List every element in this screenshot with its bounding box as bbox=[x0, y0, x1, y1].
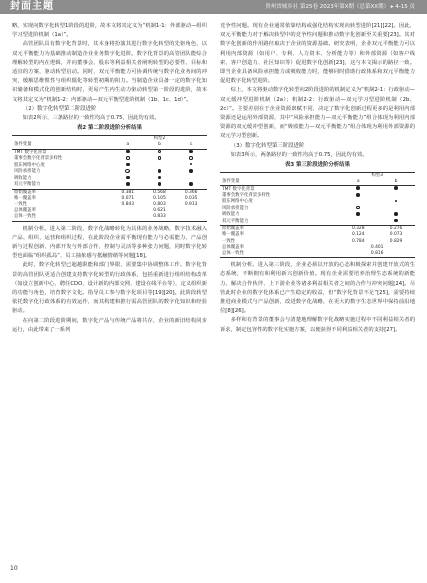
stat-label: 一致性 bbox=[14, 202, 28, 208]
core-present-icon bbox=[189, 182, 193, 186]
peripheral-present-icon bbox=[190, 163, 192, 165]
core-present-icon bbox=[126, 182, 130, 186]
stat-value: 0.803 bbox=[153, 202, 166, 208]
stat-value: 0.401 bbox=[370, 244, 384, 250]
table-col-header: b bbox=[377, 179, 415, 186]
core-absent-icon bbox=[189, 156, 193, 160]
table-cell bbox=[377, 186, 415, 193]
stat-label: 总体一致性 bbox=[12, 214, 112, 221]
condition-label: 董事会数字化背景多样性 bbox=[222, 193, 271, 199]
table-stage3 bbox=[220, 172, 415, 258]
paragraph: 机制分析。进入第二阶段，数字化战略转化为具体的业务战略，数字技术融入产品、组织、运营和组织过程，在此阶段企业需平衡现有能力与必需能力、产品创新与过程创新、内部开发与外部合作，控制与灵活等多种张力问题，同时数字化转型也面临“组织孤岛”、员工抽象感与抵触情绪等问题[18]。 bbox=[12, 225, 207, 260]
core-present-icon bbox=[189, 169, 193, 173]
table-caption: 表3 第三阶段进阶分析结果 bbox=[285, 162, 350, 169]
table-caption: 表2 第二阶段进阶分析结果 bbox=[77, 125, 142, 132]
stat-value: 0.784 bbox=[351, 238, 365, 244]
paragraph: 多样和有背景的董事会与清楚地理解数字化战略实施过程中不同利益相关者的诉求，制定包容性的数字化实施方案，以便获得不同利益相关者的支持[27]。 bbox=[220, 317, 415, 333]
paragraph: 略，实现向数字化转型1阶段的进阶，故本文将其定义为“机制1-1：外部驱动—组织学习型进阶机制（1a）”。 bbox=[12, 23, 207, 39]
table-col-header: b bbox=[144, 142, 176, 149]
table-row bbox=[220, 219, 415, 226]
stat-value: 0.843 bbox=[121, 202, 135, 208]
table-cell bbox=[175, 149, 207, 156]
table-cell bbox=[339, 219, 377, 226]
page-number: 10 bbox=[10, 565, 18, 572]
stat-label: 原始覆盖率 bbox=[220, 226, 339, 233]
core-present-icon bbox=[394, 219, 398, 223]
table-row bbox=[220, 226, 415, 233]
condition-label: 董事会数字化背景多样性 bbox=[14, 156, 63, 162]
stat-label: 唯一覆盖率 bbox=[222, 232, 244, 238]
table-row bbox=[12, 189, 207, 196]
table-row bbox=[220, 186, 415, 193]
page-header bbox=[0, 0, 427, 14]
table-cell bbox=[175, 182, 207, 189]
stat-label: 总体覆盖率 bbox=[14, 208, 36, 214]
table-col-header: c bbox=[175, 142, 207, 149]
table-cell bbox=[377, 219, 415, 226]
core-present-icon bbox=[158, 169, 162, 173]
peripheral-present-icon bbox=[395, 200, 397, 202]
core-present-icon bbox=[189, 150, 193, 154]
paragraph: 竞争性问题。现有企业通常依靠结构或强化结构实现向转型进阶[21][22]。因此，双元平衡能力对于解决转型中的竞争性问题和推动数字化创新至关重要[23]。其对数字化创新的作用路径取决于企业的资源基础。研究表明，企业双元平衡能力可以利用内部资源（如用户、专利、人力资本、分析能力等）和外部资源（如客户线索、客户创造力、社区知识等）促进数字化创新[23]，这与本文揭示的路径一致。即当企业具备风险承担能力或吸收能力时，能够同时借助行政体系和双元平衡能力促进数字化转型进阶。 bbox=[220, 23, 415, 85]
core-present-icon bbox=[394, 212, 398, 216]
core-present-icon bbox=[126, 176, 130, 180]
table-cell bbox=[112, 149, 144, 156]
paragraph: 在向第二阶段进阶期间，数字化产品与传统产品将共存，企业的新旧结构同步运行，由此带来了一系列 bbox=[12, 317, 207, 333]
stat-label: 原始覆盖率 bbox=[12, 189, 112, 196]
core-present-icon bbox=[356, 212, 360, 216]
table-row bbox=[12, 214, 207, 221]
table-group-header: 构型3 bbox=[339, 173, 415, 180]
table-cell bbox=[144, 149, 176, 156]
left-column bbox=[12, 22, 207, 335]
table-col-header: a bbox=[112, 142, 144, 149]
core-present-icon bbox=[158, 176, 162, 180]
stat-value: 0.829 bbox=[389, 238, 403, 244]
subsection-heading: （2）数字化转型第二阶段进阶 bbox=[22, 105, 97, 112]
condition-label: 双元平衡能力 bbox=[14, 182, 41, 188]
paragraph: 如表2所示，三条路径的一致性均高于0.75，因此均有效。 bbox=[22, 115, 160, 122]
stat-value: 0.381 bbox=[112, 189, 144, 196]
stat-label: 一致性 bbox=[222, 238, 236, 244]
condition-label: 股东网络中心度 bbox=[222, 199, 253, 205]
core-absent-icon bbox=[158, 150, 162, 154]
table-cell bbox=[144, 182, 176, 189]
condition-label: 吸收能力 bbox=[222, 212, 240, 218]
table-header-cond: 条件变量 bbox=[220, 179, 339, 186]
table-stage2 bbox=[12, 135, 207, 221]
table-cell bbox=[112, 182, 144, 189]
stat-value: 0.816 bbox=[339, 251, 415, 258]
core-present-icon bbox=[126, 150, 130, 154]
stat-value: 0.105 bbox=[153, 195, 166, 201]
paragraph: 综上，本文将驱动数字化转型向2阶段进阶的机制定义为“机制2-1：行政驱动—双元缓冲型进阶机制（2a）；机制2-2：行政驱动—双元学习型进阶机制（2b、2c）”。主要差别在于企业资源禀赋不同，决定了数字化创新过程更多的是利用内部资源还是运用外部资源，其中“风险承担能力—双元平衡能力”组合体现为利用内部资源的双元缓冲型创新，而“吸收能力—双元平衡能力”组合体现为利用外部资源的双元学习型创新。 bbox=[220, 87, 415, 140]
core-present-icon bbox=[356, 193, 360, 197]
condition-label: 风险承担能力 bbox=[222, 205, 249, 211]
paragraph: 如表3所示，两条路径的一致性均高于0.75，因此均有效。 bbox=[230, 151, 368, 158]
condition-label: TMT 数字化背景 bbox=[14, 149, 47, 155]
table-row bbox=[220, 251, 415, 258]
subsection-heading: （3）数字化转型第三阶段进阶 bbox=[230, 142, 305, 149]
stat-value: 0.276 bbox=[377, 226, 415, 233]
core-present-icon bbox=[394, 186, 398, 190]
stat-value: 0.124 bbox=[351, 232, 365, 238]
right-column bbox=[220, 22, 415, 335]
core-present-icon bbox=[158, 182, 162, 186]
table-col-header: a bbox=[339, 179, 377, 186]
journal-info: 贵州省城乡社 第25卷 2023年第X期（总第XX期） ▸ 4-15 页 bbox=[265, 4, 415, 10]
table-header-cond: 条件变量 bbox=[12, 142, 112, 149]
core-present-icon bbox=[126, 163, 130, 167]
table-row bbox=[12, 182, 207, 189]
paragraph: 此时，数字化转型已超越职能和部门界限，需要集中协调整体工作。数字化背景的高管团队更适合创建支持数字化转型的行政体系，包括重新进行组织结构改革（如设立创新中心、聘任CDO、设计新的内部交网、建设在线平台等），定义组织新的功能与角色，培育数字文化。指导员工参与数字化项目等[19][20]。此阶段转型依托数字化行政体系的有效运作，而其构建和推行需高管团队的数字化知识和经验驱动。 bbox=[12, 262, 207, 315]
core-absent-icon bbox=[126, 156, 130, 160]
condition-label: 双元平衡能力 bbox=[222, 218, 249, 224]
stat-value: 0.833 bbox=[112, 214, 207, 221]
stat-value: 0.328 bbox=[339, 226, 377, 233]
stat-label: 总体覆盖率 bbox=[222, 244, 244, 250]
stat-value: 0.621 bbox=[153, 208, 166, 214]
table-group-header: 构型2 bbox=[112, 136, 207, 143]
paragraph: 高管团队具有数字化背景时，其本身将扮演其进行数字化转型的先驱角色，以双元平衡能力为基础推动制造企业业务数字化进阶。数字化背景的高管团队能综合理解转型的内在逻辑，并向董事会、股东等利益相关者阐明转型的必要性、目标和适宜的方案，驱动转型启动。同时，双元平衡能力可协调传统与数字化业务间的冲突，缓解思维惯性与组织僵化等转型初期的阻力。当制造企业具备一定的数字化知识储备和模式化的创新结构时，更易产生内生动力驱动转型第一阶段的进阶，故本文将其定义为“机制1-2：内部驱动—双元平衡型进阶机制（1b、1c、1d）”。 bbox=[12, 41, 207, 103]
stat-value: 0.071 bbox=[121, 195, 135, 201]
stat-value: 0.073 bbox=[389, 232, 403, 238]
stat-label: 唯一覆盖率 bbox=[14, 195, 36, 201]
core-present-icon bbox=[356, 186, 360, 190]
section-title: 封面主题 bbox=[10, 1, 54, 12]
table-cell bbox=[339, 186, 377, 193]
stat-value: 0.366 bbox=[175, 189, 207, 196]
stat-value: 0.913 bbox=[184, 202, 198, 208]
core-absent-icon bbox=[356, 206, 360, 210]
stat-value: 0.568 bbox=[144, 189, 176, 196]
condition-label: 吸收能力 bbox=[14, 175, 32, 181]
condition-label: 股东网络中心度 bbox=[14, 162, 45, 168]
condition-label: 风险承担能力 bbox=[14, 169, 41, 175]
stat-label: 总体一致性 bbox=[220, 251, 339, 258]
condition-label: TMT 数字化背景 bbox=[222, 186, 255, 192]
peripheral-absent-icon bbox=[125, 169, 130, 173]
core-absent-icon bbox=[158, 156, 162, 160]
stat-value: 0.035 bbox=[184, 195, 198, 201]
paragraph: 机制分析。进入第三阶段，企业必须以开放的心态积极探索并创建开放式的生态系统，不断拥有和利用新兴创新价值。现有企业需要培养治理生态系统的新能力，解决合作伙伴、上下游企业等诸多利益相关者之间的合作与冲突问题[24]。尽管此时企业的数字化体系已产生稳定的收益，但“数字化背景不足”[25]，需要持续推进商业模式与产品创新，改进数字化战略，在更大的数字生态世界中保持前沿地位[8][26]。 bbox=[220, 262, 415, 315]
